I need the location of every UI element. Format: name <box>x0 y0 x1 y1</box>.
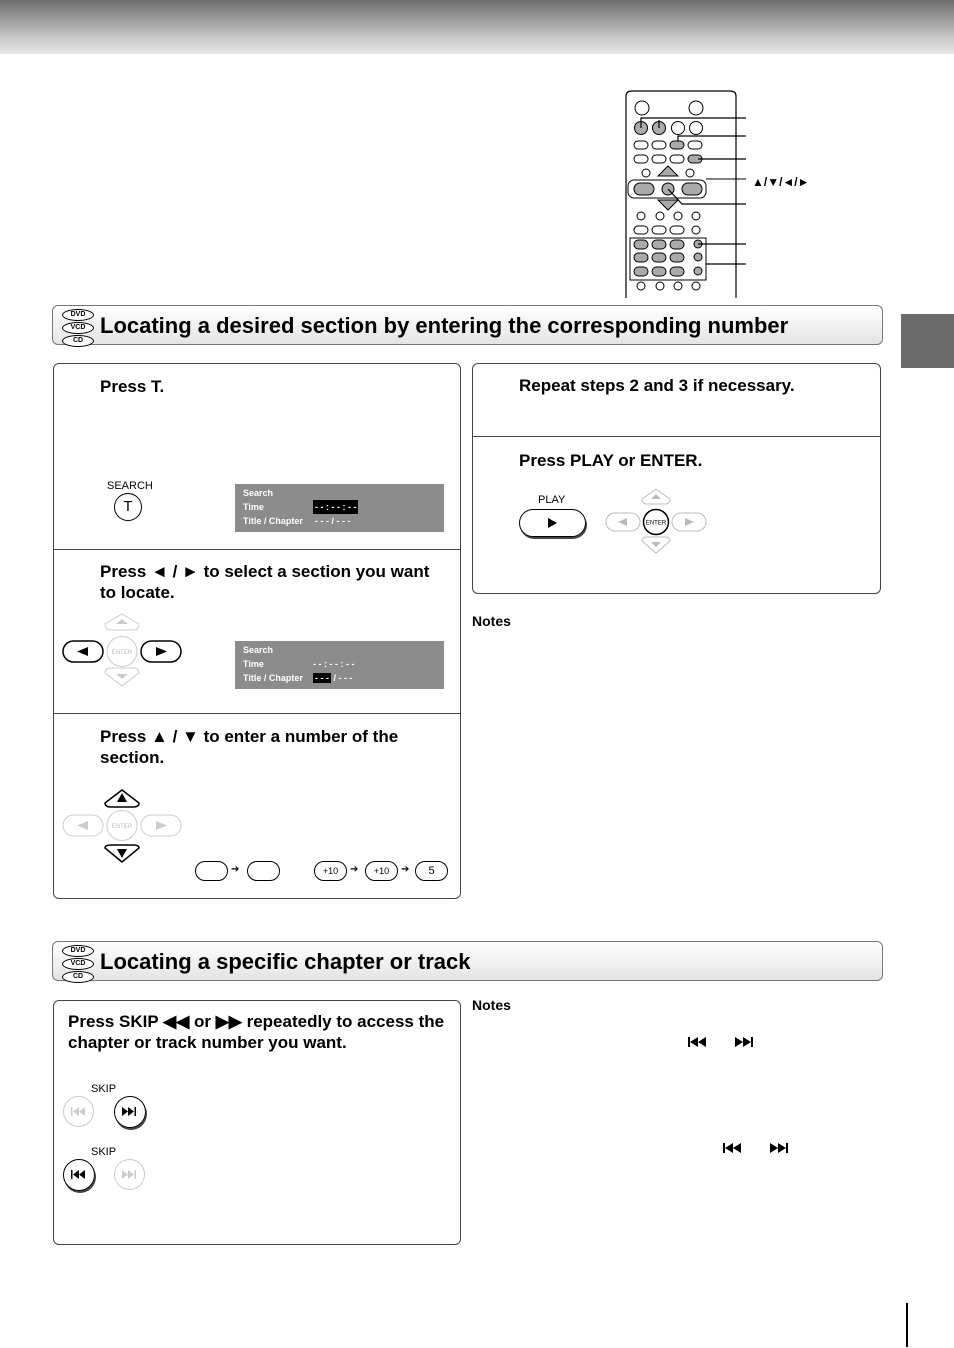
step5-text: Press PLAY or ENTER. <box>519 451 703 470</box>
osd-title-chapter-value: - - - / - - - <box>315 516 351 526</box>
skip-label: SKIP <box>91 1146 117 1158</box>
osd-time-value: - - : - - : - - <box>315 502 357 512</box>
play-icon <box>520 510 584 536</box>
osd-line-search: Search <box>243 645 274 655</box>
cd-badge: CD <box>62 335 94 347</box>
page-edge-mark <box>906 1303 908 1347</box>
vcd-badge: VCD <box>62 958 94 970</box>
search-button-label: SEARCH <box>107 480 153 492</box>
blank-key <box>195 861 228 881</box>
vcd-badge: VCD <box>62 322 94 334</box>
cd-badge: CD <box>62 971 94 983</box>
skip-label: SKIP <box>91 1083 117 1095</box>
osd-time-label: Time <box>243 502 264 512</box>
step-divider <box>53 713 461 714</box>
plus10-key: +10 <box>365 861 398 881</box>
page-header-bar <box>0 0 954 54</box>
chapter-side-tab <box>901 314 954 368</box>
step3-text: Press ▲ / ▼ to enter a number of the section. <box>100 727 399 767</box>
osd-title-chapter-label: Title / Chapter <box>243 516 303 526</box>
section1-title: Locating a desired section by entering the corresponding number <box>100 313 789 338</box>
skip-prev-icon <box>64 1097 93 1126</box>
play-label: PLAY <box>538 494 566 506</box>
step2-text: Press ◄ / ► to select a section you want to locate. <box>100 562 430 602</box>
skip-next-icon <box>115 1097 144 1126</box>
skip-next-button[interactable] <box>114 1096 146 1128</box>
osd-title-chapter-label: Title / Chapter <box>243 673 303 683</box>
number-5-key: 5 <box>415 861 448 881</box>
step1-text: Press T. <box>100 377 165 396</box>
skip-next-icon <box>115 1160 144 1189</box>
plus10-key: +10 <box>314 861 347 881</box>
cursor-pad-enter <box>604 487 710 557</box>
search-osd-1 <box>235 484 444 532</box>
enter-label: ENTER <box>645 520 667 527</box>
skip-prev-button[interactable] <box>63 1159 95 1191</box>
osd-chapter-value: / - - - <box>331 673 353 683</box>
skip-next-button[interactable] <box>114 1159 145 1190</box>
osd-time-label: Time <box>243 659 264 669</box>
skip-prev-button[interactable] <box>63 1096 94 1127</box>
dvd-badge: DVD <box>62 945 94 957</box>
step4-text: Repeat steps 2 and 3 if necessary. <box>519 376 795 395</box>
cursor-pad-left-right <box>60 610 185 694</box>
osd-time-value: - - : - - : - - <box>313 659 355 669</box>
disc-badges <box>62 945 94 984</box>
notes-label-2: Notes <box>472 997 511 1013</box>
skip-icons-note-1 <box>687 1034 761 1050</box>
section2-title: Locating a specific chapter or track <box>100 949 471 974</box>
skip-prev-icon <box>64 1160 93 1189</box>
osd-title-highlight: - - - <box>315 673 329 683</box>
steps-box-right <box>472 363 881 594</box>
arrow-right-icon: ➔ <box>401 864 410 875</box>
dvd-badge: DVD <box>62 309 94 321</box>
enter-label: ENTER <box>111 824 133 830</box>
arrow-right-icon: ➔ <box>231 864 240 875</box>
blank-key <box>247 861 280 881</box>
enter-label: ENTER <box>111 650 133 656</box>
step-divider <box>472 436 881 437</box>
skip-icons-note-2 <box>722 1140 796 1156</box>
remote-arrows-label: ▲/▼/◄/► <box>752 175 810 189</box>
play-button[interactable] <box>519 509 586 537</box>
remote-illustration <box>620 88 840 298</box>
disc-badges <box>62 309 94 348</box>
search-t-button[interactable]: T <box>114 493 142 521</box>
arrow-right-icon: ➔ <box>350 864 359 875</box>
skip-step-text: Press SKIP ◀◀ or ▶▶ repeatedly to access the chapter or track number you want. <box>68 1012 445 1052</box>
notes-label-1: Notes <box>472 613 511 629</box>
search-osd-2 <box>235 641 444 689</box>
cursor-pad-up-down <box>60 784 185 868</box>
osd-line-search: Search <box>243 488 274 498</box>
step-divider <box>53 549 461 550</box>
